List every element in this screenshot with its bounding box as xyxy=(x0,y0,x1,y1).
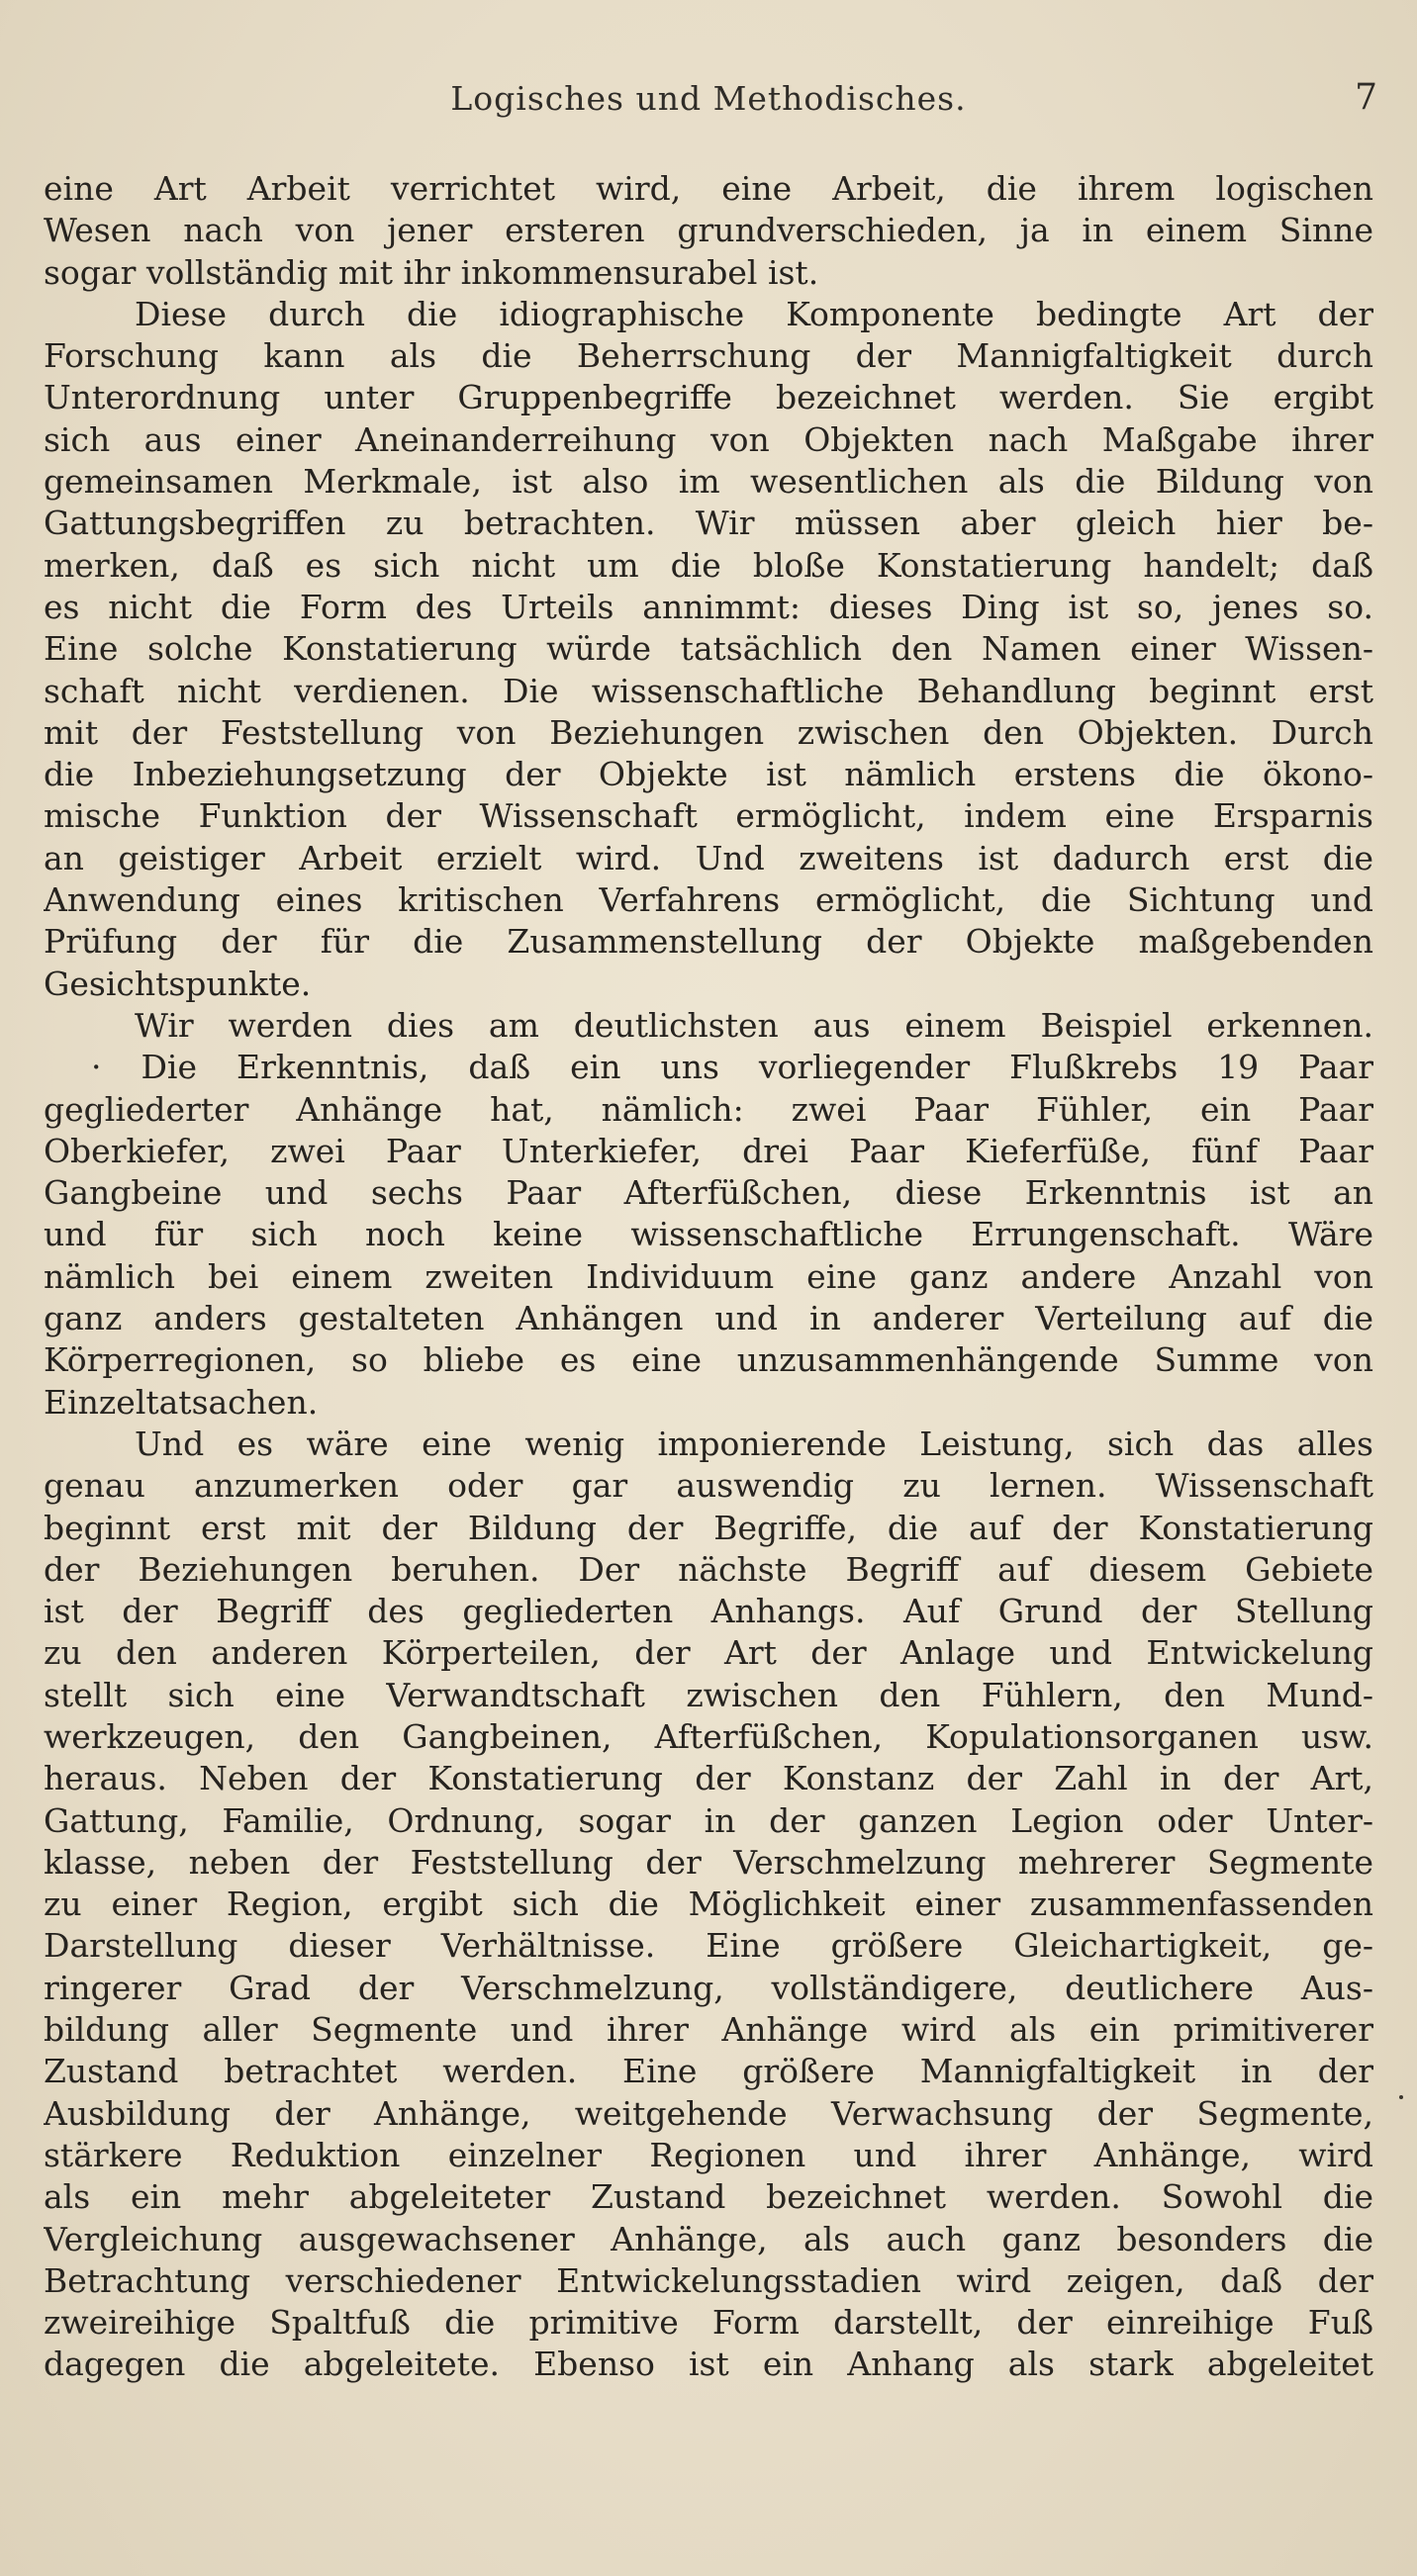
text-line: Gangbeine und sechs Paar Afterfüßchen, diese Erkenntnis ist an xyxy=(44,1173,1373,1213)
text-line: eine Art Arbeit verrichtet wird, eine Arbeit, die ihrem logischen xyxy=(44,169,1373,208)
text-line: Anwendung eines kritischen Verfahrens ermöglicht, die Sichtung und xyxy=(44,880,1373,920)
text-line: zweireihige Spaltfuß die primitive Form darstellt, der einreihige Fuß xyxy=(44,2303,1373,2343)
text-line: sogar vollständig mit ihr inkommensurabel ist. xyxy=(44,252,819,292)
text-line: gemeinsamen Merkmale, ist also im wesentlichen als die Bildung von xyxy=(44,462,1373,502)
text-line: die Inbeziehungsetzung der Objekte ist nämlich erstens die ökono- xyxy=(44,755,1373,794)
page-header xyxy=(40,73,1377,133)
text-line: schaft nicht verdienen. Die wissenschaftliche Behandlung beginnt erst xyxy=(44,671,1373,710)
text-line: bildung aller Segmente und ihrer Anhänge wird als ein primitiverer xyxy=(44,2010,1373,2050)
text-line: Darstellung dieser Verhältnisse. Eine größere Gleichartigkeit, ge- xyxy=(44,1926,1373,1966)
text-line: an geistiger Arbeit erzielt wird. Und zweitens ist dadurch erst die xyxy=(44,838,1373,877)
text-line: der Beziehungen beruhen. Der nächste Begriff auf diesem Gebiete xyxy=(44,1549,1373,1589)
text-line: klasse, neben der Feststellung der Verschmelzung mehrerer Segmente xyxy=(44,1842,1373,1882)
text-line: Ausbildung der Anhänge, weitgehende Verwachsung der Segmente, xyxy=(44,2093,1373,2133)
text-line: ringerer Grad der Verschmelzung, vollständigere, deutlichere Aus- xyxy=(44,1968,1373,2007)
print-speck xyxy=(1399,2095,1403,2099)
text-line: es nicht die Form des Urteils annimmt: dieses Ding ist so, jenes so. xyxy=(44,587,1373,626)
text-line: Wesen nach von jener ersteren grundverschieden, ja in einem Sinne xyxy=(44,211,1373,250)
text-line: ganz anders gestalteten Anhängen und in anderer Verteilung auf die xyxy=(44,1299,1373,1338)
text-line: Eine solche Konstatierung würde tatsächlich den Namen einer Wissen- xyxy=(44,629,1373,669)
body-text xyxy=(44,168,1373,2386)
page-number: 7 xyxy=(1355,77,1377,118)
text-line: ist der Begriff des gegliederten Anhangs. Auf Grund der Stellung xyxy=(44,1592,1373,1631)
text-line: Prüfung der für die Zusammenstellung der Objekte maßgebenden xyxy=(44,922,1373,962)
text-line: Unterordnung unter Gruppenbegriffe bezeichnet werden. Sie ergibt xyxy=(44,378,1373,417)
text-line: zu den anderen Körperteilen, der Art der Anlage und Entwickelung xyxy=(44,1633,1373,1673)
running-head: Logisches und Methodisches. xyxy=(450,79,967,118)
text-line: Gattung, Familie, Ordnung, sogar in der ganzen Legion oder Unter- xyxy=(44,1800,1373,1840)
text-line: Gesichtspunkte. xyxy=(44,964,312,1003)
text-line: Wir werden dies am deutlichsten aus einem Beispiel erkennen. xyxy=(135,1005,1373,1045)
text-line: dagegen die abgeleitete. Ebenso ist ein Anhang als stark abgeleitet xyxy=(44,2345,1373,2384)
text-line: mit der Feststellung von Beziehungen zwischen den Objekten. Durch xyxy=(44,712,1373,752)
text-line: zu einer Region, ergibt sich die Möglichkeit einer zusammenfassenden xyxy=(44,1885,1373,1924)
text-line: mische Funktion der Wissenschaft ermöglicht, indem eine Ersparnis xyxy=(44,796,1373,836)
text-line: Gattungsbegriffen zu betrachten. Wir müssen aber gleich hier be- xyxy=(44,504,1373,543)
text-line: merken, daß es sich nicht um die bloße Konstatierung handelt; daß xyxy=(44,545,1373,585)
text-line: Forschung kann als die Beherrschung der Mannigfaltigkeit durch xyxy=(44,336,1373,376)
text-line: Betrachtung verschiedener Entwickelungsstadien wird zeigen, daß der xyxy=(44,2260,1373,2300)
text-line: und für sich noch keine wissenschaftliche Errungenschaft. Wäre xyxy=(44,1215,1373,1254)
text-line: Einzeltatsachen. xyxy=(44,1382,319,1422)
text-line: Vergleichung ausgewachsener Anhänge, als auch ganz besonders die xyxy=(44,2219,1373,2258)
text-line: sich aus einer Aneinanderreihung von Objekten nach Maßgabe ihrer xyxy=(44,419,1373,459)
text-line: werkzeugen, den Gangbeinen, Afterfüßchen, Kopulationsorganen usw. xyxy=(44,1716,1373,1756)
text-line: gegliederter Anhänge hat, nämlich: zwei Paar Fühler, ein Paar xyxy=(44,1089,1373,1129)
text-line: Zustand betrachtet werden. Eine größere Mannigfaltigkeit in der xyxy=(44,2052,1373,2091)
text-line: heraus. Neben der Konstatierung der Konstanz der Zahl in der Art, xyxy=(44,1759,1373,1798)
text-line: beginnt erst mit der Bildung der Begriffe, die auf der Konstatierung xyxy=(44,1508,1373,1547)
text-line: Körperregionen, so bliebe es eine unzusammenhängende Summe von xyxy=(44,1340,1373,1380)
text-line: nämlich bei einem zweiten Individuum eine ganz andere Anzahl von xyxy=(44,1256,1373,1296)
text-line: Oberkiefer, zwei Paar Unterkiefer, drei Paar Kieferfüße, fünf Paar xyxy=(44,1131,1373,1170)
text-line: genau anzumerken oder gar auswendig zu lernen. Wissenschaft xyxy=(44,1466,1373,1506)
text-line: Und es wäre eine wenig imponierende Leistung, sich das alles xyxy=(135,1424,1373,1463)
text-line: stärkere Reduktion einzelner Regionen und ihrer Anhänge, wird xyxy=(44,2135,1373,2174)
text-line: Diese durch die idiographische Komponente bedingte Art der xyxy=(135,294,1373,333)
text-line: stellt sich eine Verwandtschaft zwischen den Fühlern, den Mund- xyxy=(44,1675,1373,1714)
text-line: · Die Erkenntnis, daß ein uns vorliegender Flußkrebs 19 Paar xyxy=(91,1048,1373,1087)
text-line: als ein mehr abgeleiteter Zustand bezeichnet werden. Sowohl die xyxy=(44,2177,1373,2217)
